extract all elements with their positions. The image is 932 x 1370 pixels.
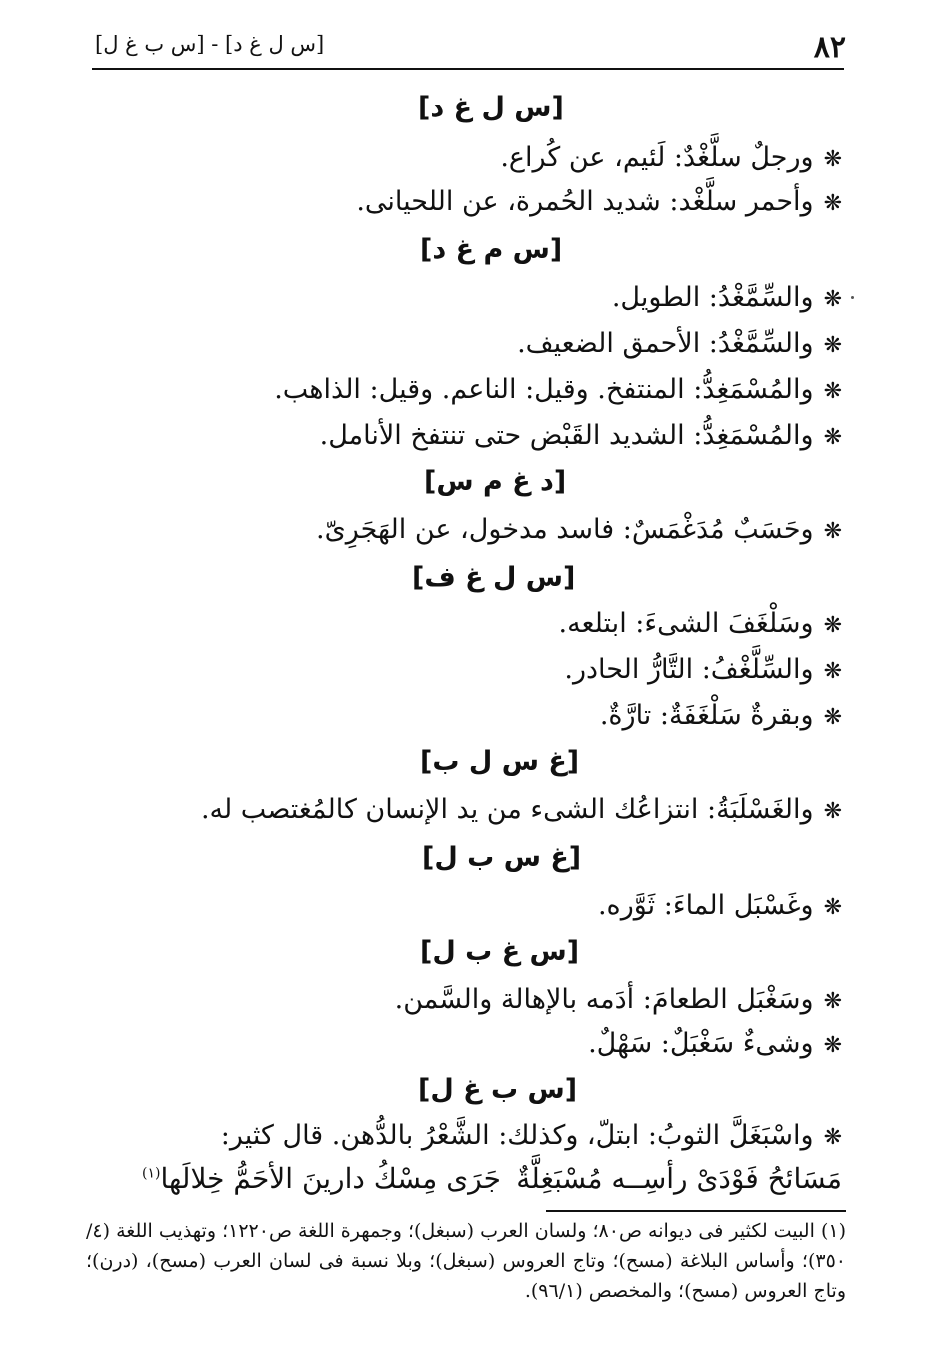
verse-second-hemistich: جَرَى مِسْكُ دارينَ الأحَمُّ خِلالَها$^{(١)}$ <box>142 1162 501 1195</box>
star-icon: ❋ <box>823 519 842 544</box>
entry-line: ❋واسْبَغَلَّ الثوبُ: ابتلّ، وكذلك: الشَّعْرُ بالدُّهن. قال كثير: <box>220 1120 842 1151</box>
entry-heading: [غ س ب ل] <box>422 842 582 873</box>
entry-line: ❋والسِّمَّغْدُ: الأحمق الضعيف. <box>517 328 842 359</box>
footnote-rule <box>546 1210 846 1212</box>
star-icon: ❋ <box>823 333 842 358</box>
star-icon: ❋ <box>823 705 842 730</box>
star-icon: ❋ <box>823 379 842 404</box>
star-icon: ❋ <box>823 1125 842 1150</box>
star-icon: ❋ <box>823 613 842 638</box>
entry-heading: [س ل غ ف] <box>412 562 576 593</box>
entry-line: ❋وأحمر سلَّغْد: شديد الحُمرة، عن اللحيانى. <box>356 186 842 217</box>
entry-heading: [د غ م س] <box>424 466 567 497</box>
entry-line: ❋والسِّلَّغْفُ: التَّارُّ الحادر. <box>564 654 842 685</box>
star-icon: ❋ <box>823 895 842 920</box>
star-icon: ❋ <box>823 425 842 450</box>
star-icon: ❋ <box>823 799 842 824</box>
entry-line: ❋وسَغْبَل الطعامَ: أدَمه بالإهالة والسَّمن. <box>394 984 842 1015</box>
footnote: (١) البيت لكثير فى ديوانه ص٨٠؛ ولسان العرب (سبغل)؛ وجمهرة اللغة ص١٢٢٠؛ وتهذيب اللغة (٤/ ٣٥٠)؛ وأساس البلاغة (مسح)؛ وتاج العروس (سبغل)؛ وبلا نسبة فى لسان العرب (مسح)، (درن)؛ وتاج العروس (مسح)؛ والمخصص (٩٦/١). <box>86 1220 847 1302</box>
verse-first-hemistich: مَسَائحُ فَوْدَىْ رأسِــه مُسْبَغِلَّةٌ <box>516 1162 842 1195</box>
entry-line: ❋والغَسْلَبَةُ: انتزاعُك الشىء من يد الإنسان كالمُغتصب له. <box>200 794 842 825</box>
entry-line: ❋وسَلْغَفَ الشىءَ: ابتلعه. <box>558 608 842 639</box>
star-icon: ❋ <box>823 1033 842 1058</box>
stray-mark <box>851 296 854 299</box>
entry-line: ❋وحَسَبٌ مُدَغْمَسٌ: فاسد مدخول، عن الهَجَرِىّ. <box>316 514 842 545</box>
entry-heading: [س غ ب ل] <box>420 936 580 967</box>
entry-line: ❋وبقرةٌ سَلْغَفَةٌ: تارَّةٌ. <box>599 700 842 731</box>
entry-line: ❋والمُسْمَغِدُّ: الشديد القَبْض حتى تنتفخ الأنامل. <box>319 420 842 451</box>
entry-heading: [س ب غ ل] <box>418 1074 578 1105</box>
entry-line: ❋والسِّمَّغْدُ: الطويل. <box>611 282 842 313</box>
star-icon: ❋ <box>823 989 842 1014</box>
entry-heading: [س م غ د] <box>420 234 563 265</box>
entry-line: ❋وشىءٌ سَغْبَلٌ: سَهْلٌ. <box>588 1028 842 1059</box>
entry-line: ❋والمُسْمَغِدُّ: المنتفخ. وقيل: الناعم. وقيل: الذاهب. <box>274 374 842 405</box>
entry-heading: [س ل غ د] <box>418 92 564 123</box>
running-head: [س ل غ د] - [س ب غ ل] <box>95 32 325 56</box>
star-icon: ❋ <box>823 659 842 684</box>
star-icon: ❋ <box>823 191 842 216</box>
star-icon: ❋ <box>823 287 842 312</box>
entry-line: ❋وغَسْبَل الماءَ: ثَوَّره. <box>597 890 842 921</box>
header-rule <box>92 68 844 70</box>
footnote-marker: (١) <box>142 1165 161 1182</box>
entry-heading: [غ س ل ب] <box>420 746 580 777</box>
entry-line: ❋ورجلٌ سلَّغْدٌ: لَئيم، عن كُراع. <box>500 142 842 173</box>
star-icon: ❋ <box>823 147 842 172</box>
page-number: ٨٢ <box>813 30 846 65</box>
